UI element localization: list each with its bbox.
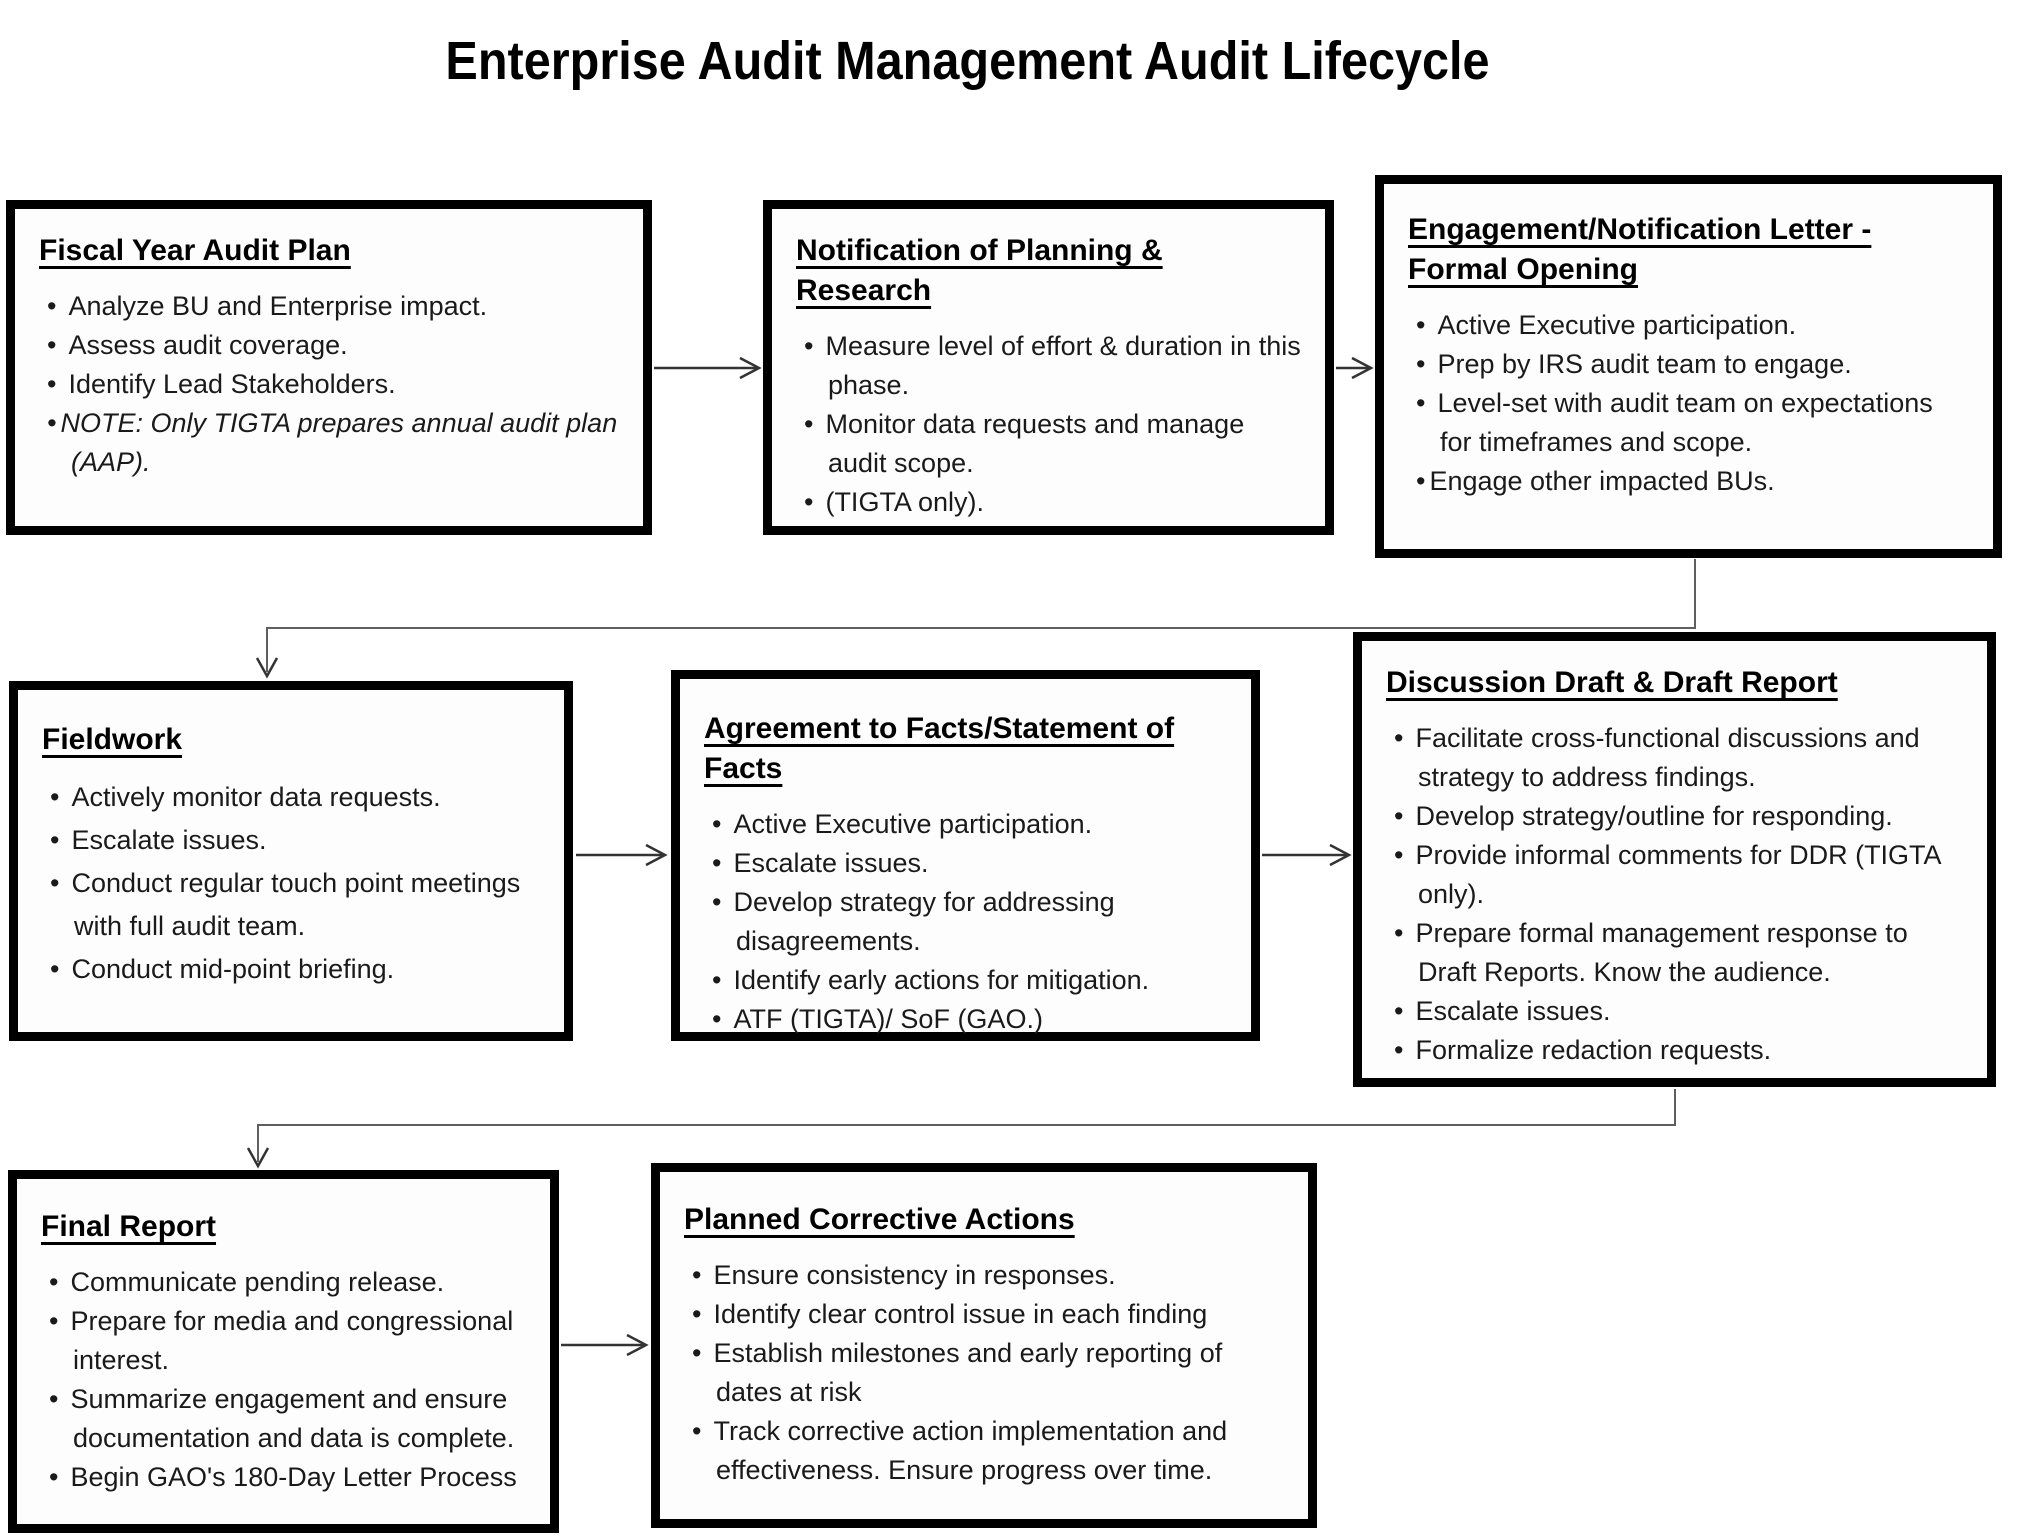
arrow-plan-to-notification [654, 358, 759, 378]
bullet-item: • Prepare for media and congressional interest. [41, 1302, 526, 1380]
page-title: Enterprise Audit Management Audit Lifecycle [445, 31, 1490, 92]
bullet-item: • Ensure consistency in responses. [684, 1256, 1284, 1295]
bullet-item: • Establish milestones and early reporting of dates at risk [684, 1334, 1284, 1412]
bullet-item: • Prepare formal management response to Draft Reports. Know the audience. [1386, 914, 1963, 992]
bullet-list [39, 287, 619, 482]
bullet-item: • (TIGTA only). [796, 483, 1301, 522]
box-title: Engagement/Notification Letter - Formal Opening [1408, 213, 1872, 286]
box-title: Discussion Draft & Draft Report [1386, 666, 1838, 699]
arrow-final-report-to-planned-actions [561, 1335, 646, 1355]
bullet-item: • Monitor data requests and manage audit scope. [796, 405, 1301, 483]
bullet-list [796, 327, 1301, 522]
bullet-item: • Escalate issues. [42, 819, 540, 862]
bullet-item: • Develop strategy/outline for responding. [1386, 797, 1963, 836]
arrow-fieldwork-to-agreement [576, 845, 665, 865]
box-title: Planned Corrective Actions [684, 1203, 1075, 1236]
bullet-item: • Facilitate cross-functional discussions and strategy to address findings. [1386, 719, 1963, 797]
bullet-list [1386, 719, 1963, 1070]
bullet-item: • Begin GAO's 180-Day Letter Process [41, 1458, 526, 1497]
bullet-item: • ATF (TIGTA)/ SoF (GAO.) [704, 1000, 1227, 1039]
bullet-item: • Actively monitor data requests. [42, 776, 540, 819]
bullet-item: • Communicate pending release. [41, 1263, 526, 1302]
bullet-item-note: • NOTE: Only TIGTA prepares annual audit plan (AAP). [39, 404, 619, 482]
bullet-item: • Conduct regular touch point meetings with full audit team. [42, 862, 540, 948]
bullet-item: • Engage other impacted BUs. [1408, 462, 1969, 501]
box-final-report [8, 1170, 559, 1533]
bullet-item: • Provide informal comments for DDR (TIGTA only). [1386, 836, 1963, 914]
bullet-item: • Analyze BU and Enterprise impact. [39, 287, 619, 326]
box-planned-corrective-actions [651, 1163, 1317, 1528]
bullet-item: • Active Executive participation. [704, 805, 1227, 844]
box-fiscal-year-audit-plan [6, 200, 652, 535]
arrow-agreement-to-discussion [1262, 845, 1349, 865]
bullet-item: • Assess audit coverage. [39, 326, 619, 365]
box-discussion-draft-report [1353, 632, 1996, 1087]
bullet-item: • Formalize redaction requests. [1386, 1031, 1963, 1070]
bullet-item: • Escalate issues. [704, 844, 1227, 883]
bullet-item: • Develop strategy for addressing disagreements. [704, 883, 1227, 961]
bullet-item: • Active Executive participation. [1408, 306, 1969, 345]
arrow-notification-to-engagement [1336, 358, 1371, 378]
box-title: Final Report [41, 1210, 217, 1243]
bullet-item: • Identify clear control issue in each finding [684, 1295, 1284, 1334]
bullet-item: • Level-set with audit team on expectations for timeframes and scope. [1408, 384, 1969, 462]
box-title: Fieldwork [42, 723, 183, 756]
box-title: Fiscal Year Audit Plan [39, 234, 351, 267]
bullet-list [42, 776, 540, 991]
bullet-item: • Measure level of effort & duration in this phase. [796, 327, 1301, 405]
box-engagement-notification-letter [1375, 175, 2002, 558]
box-fieldwork [9, 681, 573, 1041]
bullet-list [704, 805, 1227, 1039]
bullet-item: • Prep by IRS audit team to engage. [1408, 345, 1969, 384]
bullet-item: • Escalate issues. [1386, 992, 1963, 1031]
box-agreement-to-facts [671, 670, 1260, 1041]
connector-discussion-to-final-report [248, 1089, 1675, 1166]
bullet-item: • Summarize engagement and ensure documentation and data is complete. [41, 1380, 526, 1458]
bullet-list [41, 1263, 526, 1497]
bullet-item: • Identify Lead Stakeholders. [39, 365, 619, 404]
bullet-list [684, 1256, 1284, 1490]
box-notification-of-planning-research [763, 200, 1334, 535]
bullet-item: • Identify early actions for mitigation. [704, 961, 1227, 1000]
box-title: Notification of Planning & Research [796, 234, 1163, 307]
bullet-list [1408, 306, 1969, 501]
bullet-item: • Conduct mid-point briefing. [42, 948, 540, 991]
bullet-item: • Track corrective action implementation and effectiveness. Ensure progress over time. [684, 1412, 1284, 1490]
box-title: Agreement to Facts/Statement of Facts [704, 712, 1175, 785]
